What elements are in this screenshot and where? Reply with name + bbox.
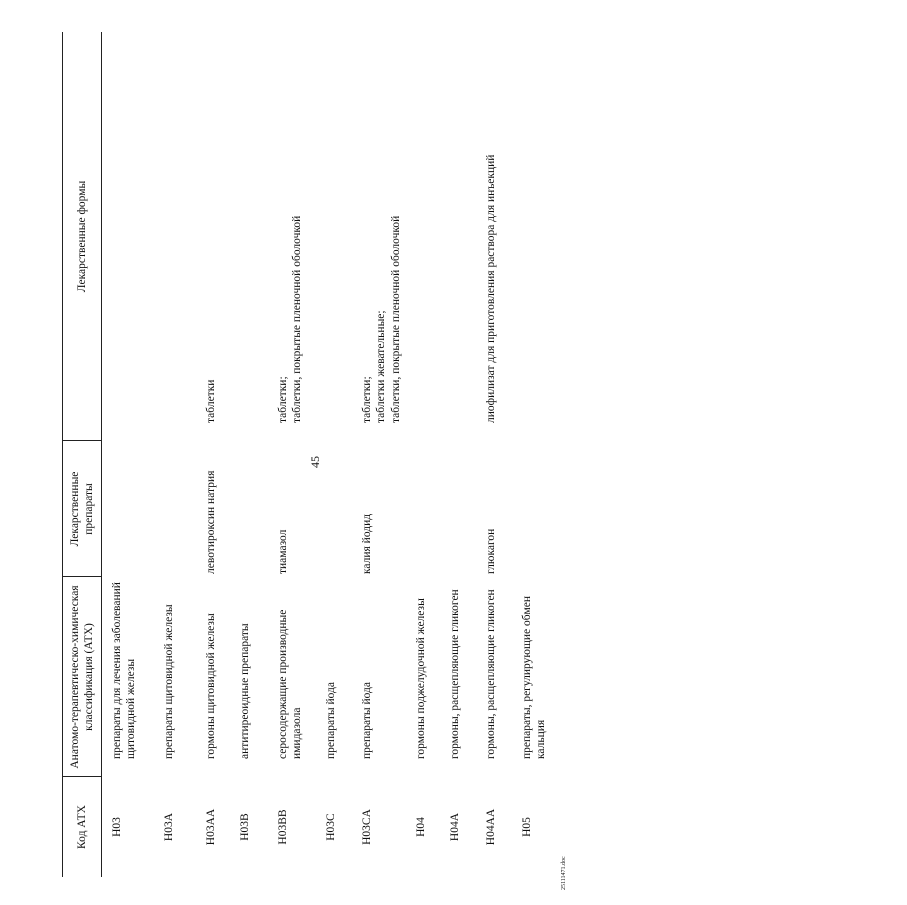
atc-code: H03B [239, 813, 251, 841]
atc-name: препараты щитовидной железы [163, 604, 175, 759]
dosage-form: таблетки жевательные; [375, 310, 388, 423]
dosage-forms [204, 32, 218, 441]
atc-code: H03CA [361, 809, 373, 845]
header-forms: Лекарственные формы [75, 180, 88, 293]
drug-name: глюкагон [485, 528, 497, 574]
dosage-form: таблетки; [277, 376, 289, 423]
dosage-forms [360, 32, 403, 441]
atc-name: препараты йода [325, 682, 337, 759]
dosage-forms [276, 32, 305, 441]
dosage-forms [484, 32, 498, 441]
atc-name: препараты, регулирующие обмен кальция [521, 596, 548, 759]
dosage-form: лиофилизат для приготовления раствора для инъекций [485, 154, 497, 423]
table-viewport [62, 32, 907, 849]
dosage-form: таблетки, покрытые пленочной оболочкой [389, 215, 402, 423]
drug-name: тиамазол [277, 529, 289, 574]
atc-code: H04 [415, 817, 427, 837]
dosage-form: таблетки [205, 379, 217, 423]
column-divider [63, 576, 101, 577]
table-header [62, 32, 102, 877]
atc-code: H04A [449, 812, 461, 842]
atc-name: гормоны щитовидной железы [205, 613, 217, 759]
atc-code: H03AA [205, 808, 217, 846]
header-atc: Анатомо-терапевтическо-химическая классификация (АТХ) [68, 585, 95, 769]
atc-name: гормоны, расщепляющие гликоген [485, 589, 497, 759]
atc-code: H03 [111, 817, 123, 837]
atc-code: H05 [521, 817, 533, 837]
atc-code: H03C [325, 813, 337, 841]
atc-table [62, 32, 567, 877]
document-id: 25111471.doc [561, 856, 567, 890]
drug-name: калия йодид [361, 513, 373, 574]
atc-name: антитиреоидные препараты [239, 623, 251, 759]
atc-name: препараты для лечения заболеваний щитовидной железы [111, 582, 138, 759]
atc-name: препараты йода [361, 682, 373, 759]
column-divider [63, 776, 101, 777]
page-number: 45 [308, 456, 322, 468]
dosage-form: таблетки, покрытые пленочной оболочкой [291, 215, 304, 423]
atc-code: H04AA [485, 808, 497, 846]
column-divider [63, 440, 101, 441]
atc-code: H03A [163, 812, 175, 842]
atc-code: H03BB [277, 809, 289, 845]
header-drugs: Лекарственные препараты [68, 471, 95, 547]
drug-name: левотироксин натрия [205, 470, 217, 574]
atc-name: серосодержащие производные имидазола [277, 609, 304, 759]
atc-name: гормоны, расщепляющие гликоген [449, 589, 461, 759]
dosage-form: таблетки; [361, 376, 373, 423]
header-code: Код АТХ [75, 805, 88, 849]
atc-name: гормоны поджелудочной железы [415, 598, 427, 759]
